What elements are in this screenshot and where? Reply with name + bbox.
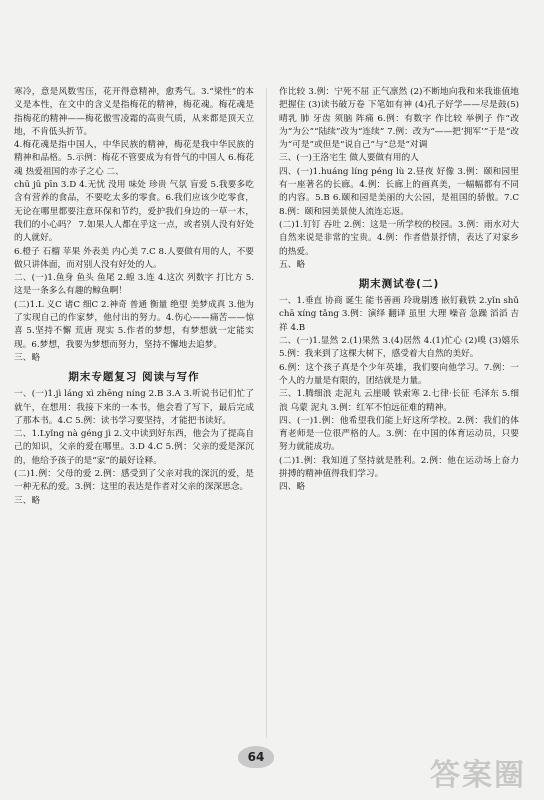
answer-paragraph: (二)1.例：父母的爱 2.例：感受到了父亲对我的深沉的爱，是一种无私的爱。3.例：这里的表达是作者对父亲的深深思念。 (14, 469, 254, 493)
answer-paragraph: 一、(一)1.jì láng xì zhēng níng 2.B 3.A 3.听说书记们忙了就午，在想用：我接下来的一本书，他会看了写下，最后完成了那本书。4.C 5.例：读书学习要坚持，才能把书读好。 (14, 389, 254, 426)
page (14, 8, 534, 768)
answer-paragraph: 二、(一)1.鱼身 鱼头 鱼尾 2.蝗 3.连 4.这次 列数字 打比方 5.这是一条多么有趣的鲸鱼啊！ (14, 273, 254, 297)
answer-paragraph: 三、略 (14, 352, 41, 363)
answer-paragraph: 三、1.腾细浪 走泥丸 云崖暖 铁索寒 2.七律·长征 毛泽东 5.细浪 乌蒙 泥丸 3.例：红军不怕远征难的精神。 (279, 389, 519, 413)
page-number: 64 (238, 746, 274, 768)
answer-paragraph: 三、(一)王洛宅生 做人要做有用的人 (279, 153, 419, 164)
right-answer-column (279, 86, 519, 736)
section-title: 期末专题复习 阅读与写作 (68, 371, 200, 384)
answer-paragraph: 作比较 3.例：宁死不屈 正气凛然 (2)不断地向我和来我谁值地把握住 (3)读书破万卷 下笔如有神 (4)孔子好学——尽是鼓(5)晴乳 肺 牙齿 须脑 阵痛 6.例：有数字 作比较 举例子 作“改为“为公”“陆续”改为“连续” 7.例：改为“——把‘拥军’”于是“改为“可是”或但是“说自己”与“总是”对调 (279, 87, 519, 151)
answer-paragraph: 四、(一)1.例：他希望我们能上好这所学校。2.例：我们的体育老师是一位很严格的人。3.例：在中国的体育运动员，只要努力就能成功。 (279, 415, 519, 453)
answer-paragraph: (二)1.钉钉 吞吐 2.例：这是一所学校的校园。3.例：雨水对大自然来说是非常的宝贵。4.例：作者借景抒情，表达了对家乡的热爱。 (279, 219, 519, 257)
answer-paragraph: 一、1.垂直 协商 诞生 能书善画 玲珑剔透 嵌钉截铁 2.yǐn shǔ chā xíng tǎng 3.例：演绎 翻译 虽里 大理 噪音 急躁 滔滔 吉祥 4.B (279, 296, 519, 333)
answer-paragraph: 四、(一)1.huáng líng péng lù 2.昼夜 好像 3.例：颐和园里有一座著名的长廊。4.例：长廊上的画真美，一幅幅都有不同的内容。5.B 6.颐和园是美丽的大公园，是祖国的骄傲。7.C 8.例：颐和园美景使人流连忘返。 (279, 166, 519, 217)
answer-paragraph: 五、略 (279, 259, 306, 270)
answer-paragraph: 三、略 (14, 495, 41, 506)
answer-paragraph: 寒冷，意是风数雪压，花开得意精神，愈秀气。3.“梁性”的本义是本性，在文中的含义是指梅花的精神，梅花魂。梅花魂是指梅花的精神——梅花傲雪凌霜的高贵气质，从来都是顶天立地，不肯低头折节。 (14, 87, 254, 137)
answer-paragraph: 4.梅花魂是指中国人，中华民族的精神，梅花是我中华民族的精神和品格。5.示例：梅花不管要成为有骨气的中国人 6.梅花魂 热爱祖国的赤子之心 二、 (14, 140, 254, 177)
answer-paragraph: (二)1.例：我知道了坚持就是胜利。2.例：他在运动场上奋力拼搏的精神值得我们学习。 (279, 455, 519, 480)
answer-paragraph: 二、(一)1.显然 2.(1)果然 3.(4)居然 4.(1)忙心 (2)嗅 (3)嬉乐 5.例：我来到了这棵大树下，感受着大自然的美好。 (279, 336, 519, 360)
answer-paragraph: 四、略 (279, 482, 306, 493)
left-answer-column (14, 86, 254, 736)
section-title: 期末测试卷(二) (358, 278, 440, 291)
answer-paragraph: (二)1.L 义C 诸C 细C 2.神奇 普通 衡量 绝望 美梦成真 3.他为了实现自己的作家梦，他付出的努力。4.伤心——痛苦——惊喜 5.坚持不懈 荒唐 现实 5.作者的梦想，有梦想就一定能实现。6.梦想，我要为梦想而努力，坚持不懈地去追梦。 (14, 299, 254, 350)
watermark-logo: 答案圈 (430, 758, 526, 793)
answer-paragraph: 6.橙子 石榴 苹果 外表美 内心美 7.C 8.人要做有用的人，不要做只讲体面，而对别人没有好处的人。 (14, 246, 254, 270)
answer-paragraph: chū jū pīn 3.D 4.无忧 没用 味处 珍贵 气氛 盲爱 5.我要多吃含有营养的食品，不要吃太多的零食。6.我们应该少吃零食，无论在哪里都要注意环保和节约，爱护我们身边的一草一木，我们的小心吗？ 7.如果人人都在乎这一点，或者别人没有好处的人就好。 (14, 180, 254, 244)
answer-paragraph: 6.例：这个孩子真是个少年英雄，我们要向他学习。7.例：一个人的力量是有限的，团结就是力量。 (279, 362, 519, 386)
answer-paragraph: 二、1.Lyǐng nà géng jì 2.文中读到好东西，他会为了提高自己的知识，父亲的爱在哪里。3.D 4.C 5.例：父亲的爱是深沉的，他给予孩子的是“家”的最好诠释。 (14, 429, 254, 466)
column-divider (266, 88, 267, 738)
